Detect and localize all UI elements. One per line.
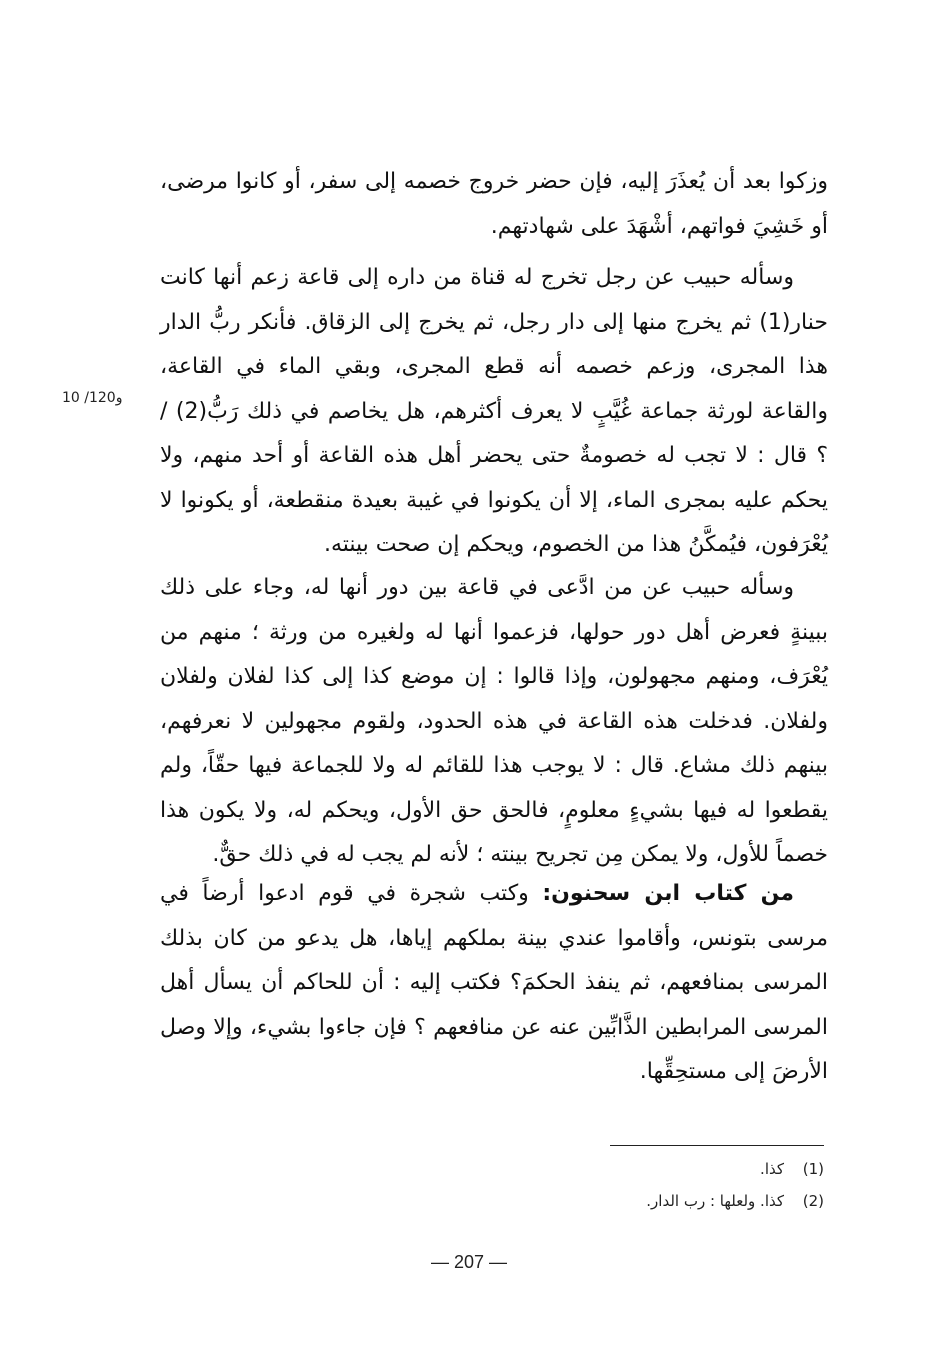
paragraph-text: وسأله حبيب عن رجل تخرج له قناة من داره إلى قاعة زعم أنها كانت حنار(1) ثم يخرج منها إلى دار رجل، ثم يخرج إلى الزقاق. فأنكر ربُّ الدار هذا المجرى، وزعم خصمه أنه قطع المجرى، وبقي الماء في القاعة، والقاعة لورثة جماعة غُيَّبٍ لا يعرف أكثرهم، هل يخاصم في ذلك رَبُّ(2) / ؟ قال : لا تجب له خصومةٌ حتى يحضر أهل هذه القاعة أو أحد منهم، ولا يحكم عليه بمجرى الماء، إلا أن يكونوا في غيبة بعيدة منقطعة، أو يكونوا لا يُعْرَفون، فيُمكَّنُ هذا من الخصوم، ويحكم إن صحت بينته. [160, 265, 828, 557]
footnote-1 [760, 1160, 824, 1178]
paragraph-text: وزكوا بعد أن يُعذَرَ إليه، فإن حضر خروج خصمه إلى سفر، أو كانوا مرضى، أو خَشِيَ فواتهم، أشْهَدَ على شهادتهم. [160, 169, 828, 239]
paragraph-habib-courtyard [160, 566, 828, 878]
source-heading: من كتاب ابن سحنون: [542, 881, 794, 906]
paragraph-continuation [160, 160, 828, 249]
footnote-text: كذا. ولعلها : رب الدار. [646, 1192, 784, 1210]
footnote-number: (1) [802, 1160, 824, 1178]
footnote-2 [646, 1192, 824, 1210]
paragraph-text [160, 872, 828, 1095]
paragraph-ibn-sahnun [160, 872, 828, 1095]
margin-folio-reference: 10 /120و [62, 390, 123, 406]
footnote-separator [610, 1145, 824, 1146]
paragraph-body: وكتب شجرة في قوم ادعوا أرضاً في مرسى بتونس، وأقاموا عندي بينة بملكهم إياها، هل يدعو من كان بذلك المرسى بمنافعهم، ثم ينفذ الحكمَ؟ فكتب إليه : أن للحاكم أن يسأل أهل المرسى المرابطين الذَّابِّين عنه عن منافعهم ؟ فإن جاءوا بشيء، وإلا وصل الأرضَ إلى مستحِقِّها. [160, 881, 828, 1084]
paragraph-text: وسأله حبيب عن من ادَّعى في قاعة بين دور أنها له، وجاء على ذلك ببينةٍ فعرض أهل دور حولها، فزعموا أنها له ولغيره من ورثة ؛ منهم من يُعْرَف، ومنهم مجهولون، وإذا قالوا : إن موضع كذا إلى كذا لفلان ولفلان ولفلان. فدخلت هذه القاعة في هذه الحدود، ولقوم مجهولين لا نعرفهم، بينهم ذلك مشاع. قال : لا يوجب هذا للقائم له ولا للجماعة فيها حقّاً، ولم يقطعوا له فيها بشيءٍ معلومٍ، فالحق حق الأول، ويحكم له، ولا يكون هذا خصماً للأول، ولا يمكن مِن تجريح بينته ؛ لأنه لم يجب له في ذلك حقٌّ. [160, 575, 828, 867]
paragraph-habib-canal [160, 256, 828, 568]
page-number: — 207 — [430, 1252, 508, 1272]
footnote-number: (2) [802, 1192, 824, 1210]
footnote-text: كذا. [760, 1160, 784, 1178]
